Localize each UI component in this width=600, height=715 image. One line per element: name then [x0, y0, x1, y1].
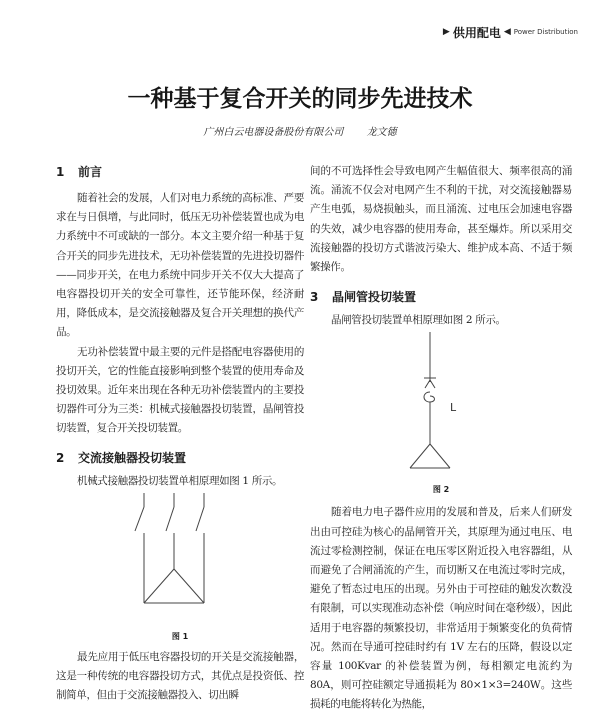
article-title: 一种基于复合开关的同步先进技术: [127, 86, 473, 112]
section-1-paragraph-2: 无功补偿装置中最主要的元件是搭配电容器使用的投切开关，它的性能直接影响到整个装置的使用寿命及投切效果。近年来出现在各种无功补偿装置内的主要投切器件可分为三类：机械式接触器投切装置，晶闸管投切装置，复合开关投切装置。: [56, 345, 304, 435]
triangle-left-icon: ◀: [503, 27, 511, 37]
triangle-right-icon: ▶: [442, 27, 450, 37]
section-1-heading: [56, 162, 304, 182]
section-2-heading: [56, 448, 304, 468]
figure-1-caption: 图 1: [171, 631, 189, 641]
section-2-title: 交流接触器投切装置: [78, 450, 187, 465]
section-2-number: 2: [56, 450, 65, 465]
right-column: [310, 162, 572, 715]
author: 龙文德: [366, 127, 397, 138]
section-2-paragraph-continued: 间的不可选择性会导致电网产生幅值很大、频率很高的涌流。涌流不仅会对电网产生不利的干扰，对交流接触器易产生电弧，易烧损触头，而且涌流、过电压会加速电容器的失效，减少电容器的使用寿命，甚至爆炸。所以采用交流接触器的投切方式谐波污染大、维护成本高、不适于频繁操作。: [310, 165, 572, 274]
section-3-paragraph-2: 随着电力电子器件应用的发展和普及，后来人们研发出由可控硅为核心的晶闸管开关，其原理为通过电压、电流过零检测控制，保证在电压零区附近投入电容器组，从而避免了合闸涌流的产生，而切断又在电流过零时完成，避免了暂态过电压的出现。另外由于可控硅的触发次数没有限制，可以实现准动态补偿（响应时间在毫秒级），因此适用于电容器的频繁投切，非常适用于频繁变化的负荷情况。然而在导通可控硅时约有 1V 左右的压降，假设以定容量 100Kvar 的补偿装置为例，每相额定电流约为 80A，则可控硅额定导通损耗为 80×1×3=240W。这些损耗的电能将转化为热能，: [310, 506, 572, 711]
section-name-english: Power Distribution: [513, 28, 578, 36]
section-3-number: 3: [310, 290, 319, 305]
section-3-heading: [310, 287, 572, 307]
section-1-paragraph-1: 随着社会的发展，人们对电力系统的高标准、严要求在与日俱增，与此同时，低压无功补偿装置也成为电力系统中不可或缺的一部分。本文主要介绍一种基于复合开关的同步先进技术，无功补偿装置的先进投切器件——同步开关，在电力系统中同步开关不仅大大提高了电容器投切开关的安全可靠性，还节能环保，经济耐用，降低成本，是交流接触器及复合开关理想的换代产品。: [56, 192, 304, 339]
section-3-paragraph-1: 晶闸管投切装置单相原理如图 2 所示。: [331, 314, 506, 327]
section-2-paragraph-2: 最先应用于低压电容器投切的开关是交流接触器，这是一种传统的电容器投切方式，其优点是投资低、控制简单，但由于交流接触器投入、切出瞬: [56, 650, 304, 702]
section-1-number: 1: [56, 165, 65, 179]
section-name: 供用配电: [452, 25, 501, 40]
figure-2-inductor-label: L: [450, 401, 457, 415]
section-header: [408, 24, 578, 40]
section-3-title: 晶闸管投切装置: [332, 290, 417, 305]
figure-2-caption: 图 2: [432, 485, 450, 495]
figure-2-thyristor-circuit: [310, 330, 572, 480]
byline: [0, 123, 600, 138]
left-column: [56, 162, 304, 705]
section-2-paragraph-1: 机械式接触器投切装置单相原理如图 1 所示。: [77, 474, 283, 487]
affiliation: 广州白云电器设备股份有限公司: [203, 127, 344, 138]
figure-1-contactor-circuit: [56, 491, 304, 631]
section-1-title: 前言: [78, 165, 103, 179]
